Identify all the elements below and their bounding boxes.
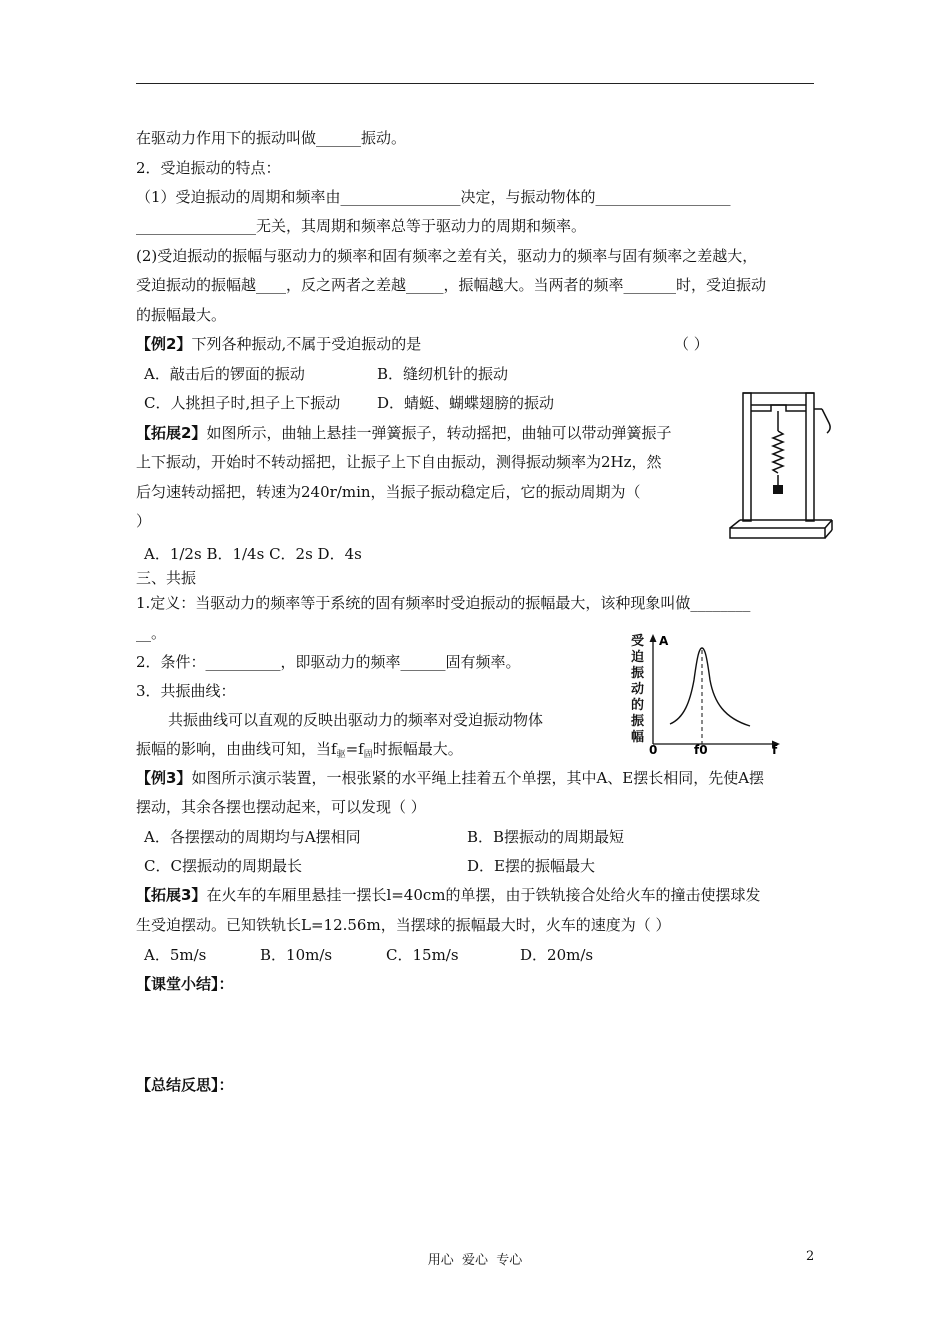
option-a: A．敲击后的锣面的振动 — [144, 365, 305, 383]
text-line: ________________无关，其周期和频率总等于驱动力的周期和频率。 — [136, 217, 587, 235]
text-line: 在驱动力作用下的振动叫做______振动。 — [136, 129, 407, 147]
crank-handle — [822, 409, 830, 433]
text-line: （1）受迫振动的周期和频率由________________决定，与振动物体的__________________ — [136, 188, 731, 206]
option-b: B．缝纫机针的振动 — [377, 365, 509, 383]
answer-paren: （ ） — [674, 335, 709, 353]
option-c: C．C摆振动的周期最长 — [144, 857, 302, 875]
footer-motto: 用心 爱心 专心 — [427, 1253, 523, 1268]
text-line: 2．条件：__________，即驱动力的频率______固有频率。 — [136, 653, 521, 671]
example-tag: 【例2】 — [136, 335, 192, 353]
extension-tag: 【拓展3】 — [136, 886, 207, 904]
y-label-char: 受 — [631, 634, 645, 649]
left-post — [743, 393, 751, 521]
option-d: D．20m/s — [520, 946, 594, 964]
spring — [773, 431, 783, 473]
text-line: 生受迫摆动。已知铁轨长L=12.56m，当摆球的振幅最大时，火车的速度为（ ） — [136, 916, 671, 934]
y-label-char: 幅 — [631, 730, 645, 745]
crankshaft — [751, 405, 806, 411]
base-plate — [730, 528, 825, 538]
option-b: B．10m/s — [260, 946, 333, 964]
y-axis-title — [630, 633, 644, 745]
x-axis-label: f — [772, 743, 778, 757]
text-line: __。 — [136, 624, 167, 642]
question-text: 如图所示演示装置，一根张紧的水平绳上挂着五个单摆，其中A、E摆长相同，先使A摆 — [191, 769, 765, 787]
extension-3-line — [136, 885, 761, 905]
resonance-curve — [670, 648, 750, 726]
option-b: B．B摆振动的周期最短 — [467, 828, 625, 846]
spring-oscillator-figure — [728, 385, 836, 545]
text-line: 摆动，其余各摆也摆动起来，可以发现（ ） — [136, 798, 426, 816]
subscript-natural: 固 — [363, 750, 373, 760]
extension-text: 如图所示，曲轴上悬挂一弹簧振子，转动摇把，曲轴可以带动弹簧振子 — [206, 424, 672, 442]
question-text: 下列各种振动,不属于受迫振动的是 — [191, 335, 422, 353]
extension-tag: 【拓展2】 — [136, 424, 207, 442]
resonance-curve-figure — [628, 630, 790, 758]
example-2-question — [136, 334, 421, 354]
option-c: C．15m/s — [386, 946, 459, 964]
y-label-char: 迫 — [631, 650, 645, 665]
y-label-char: 振 — [631, 714, 645, 729]
text-span: =f — [345, 740, 364, 758]
text-line: (2)受迫振动的振幅与驱动力的频率和固有频率之差有关，驱动力的频率与固有频率之差越大， — [136, 247, 758, 265]
text-line: 2．受迫振动的特点： — [136, 159, 281, 177]
option-d: D．E摆的振幅最大 — [467, 857, 595, 875]
text-line: 的振幅最大。 — [136, 306, 227, 324]
text-line: 3．共振曲线： — [136, 682, 236, 700]
subscript-drive: 驱 — [336, 750, 346, 760]
text-span: 时振幅最大。 — [372, 740, 463, 758]
curve-conclusion — [136, 739, 463, 765]
option-d: D．蜻蜓、蝴蝶翅膀的振动 — [377, 394, 555, 412]
example-3-line — [136, 768, 764, 788]
y-label-char: 动 — [631, 682, 645, 697]
extension-2-options: A．1/2s B．1/4s C．2s D．4s — [144, 545, 362, 563]
text-line: 1.定义：当驱动力的频率等于系统的固有频率时受迫振动的振幅最大，该种现象叫做________ — [136, 594, 751, 612]
y-axis-label: A — [659, 634, 669, 648]
text-line: 受迫振动的振幅越____，反之两者之差越_____，振幅越大。当两者的频率_______时，受迫振动 — [136, 276, 767, 294]
extension-2-line — [136, 423, 671, 443]
text-line: ） — [136, 512, 152, 530]
y-arrow-icon — [650, 634, 657, 642]
y-label-char: 的 — [631, 698, 645, 713]
extension-text: 在火车的车厢里悬挂一摆长l=40cm的单摆，由于铁轨接合处给火车的撞击使摆球发 — [206, 886, 761, 904]
text-line: 后匀速转动摇把，转速为240r/min，当振子振动稳定后，它的振动周期为（ — [136, 483, 641, 501]
text-line: 上下振动，开始时不转动摇把，让振子上下自由振动，测得振动频率为2Hz，然 — [136, 453, 662, 471]
text-line: 共振曲线可以直观的反映出驱动力的频率对受迫振动物体 — [168, 711, 544, 729]
option-c: C．人挑担子时,担子上下振动 — [144, 394, 341, 412]
reflection-heading: 【总结反思】： — [136, 1076, 234, 1094]
oscillator-mass — [773, 485, 783, 494]
class-summary-heading: 【课堂小结】： — [136, 975, 234, 993]
text-span: 振幅的影响，由曲线可知，当f — [136, 740, 337, 758]
example-tag: 【例3】 — [136, 769, 192, 787]
section-heading: 三、共振 — [136, 569, 197, 587]
right-post — [806, 393, 814, 521]
peak-frequency-label: f0 — [694, 743, 708, 757]
option-a: A．各摆摆动的周期均与A摆相同 — [144, 828, 361, 846]
option-a: A．5m/s — [144, 946, 207, 964]
page-number: 2 — [806, 1249, 815, 1264]
y-label-char: 振 — [631, 666, 645, 681]
header-rule — [136, 83, 814, 84]
origin-label: 0 — [649, 743, 658, 757]
